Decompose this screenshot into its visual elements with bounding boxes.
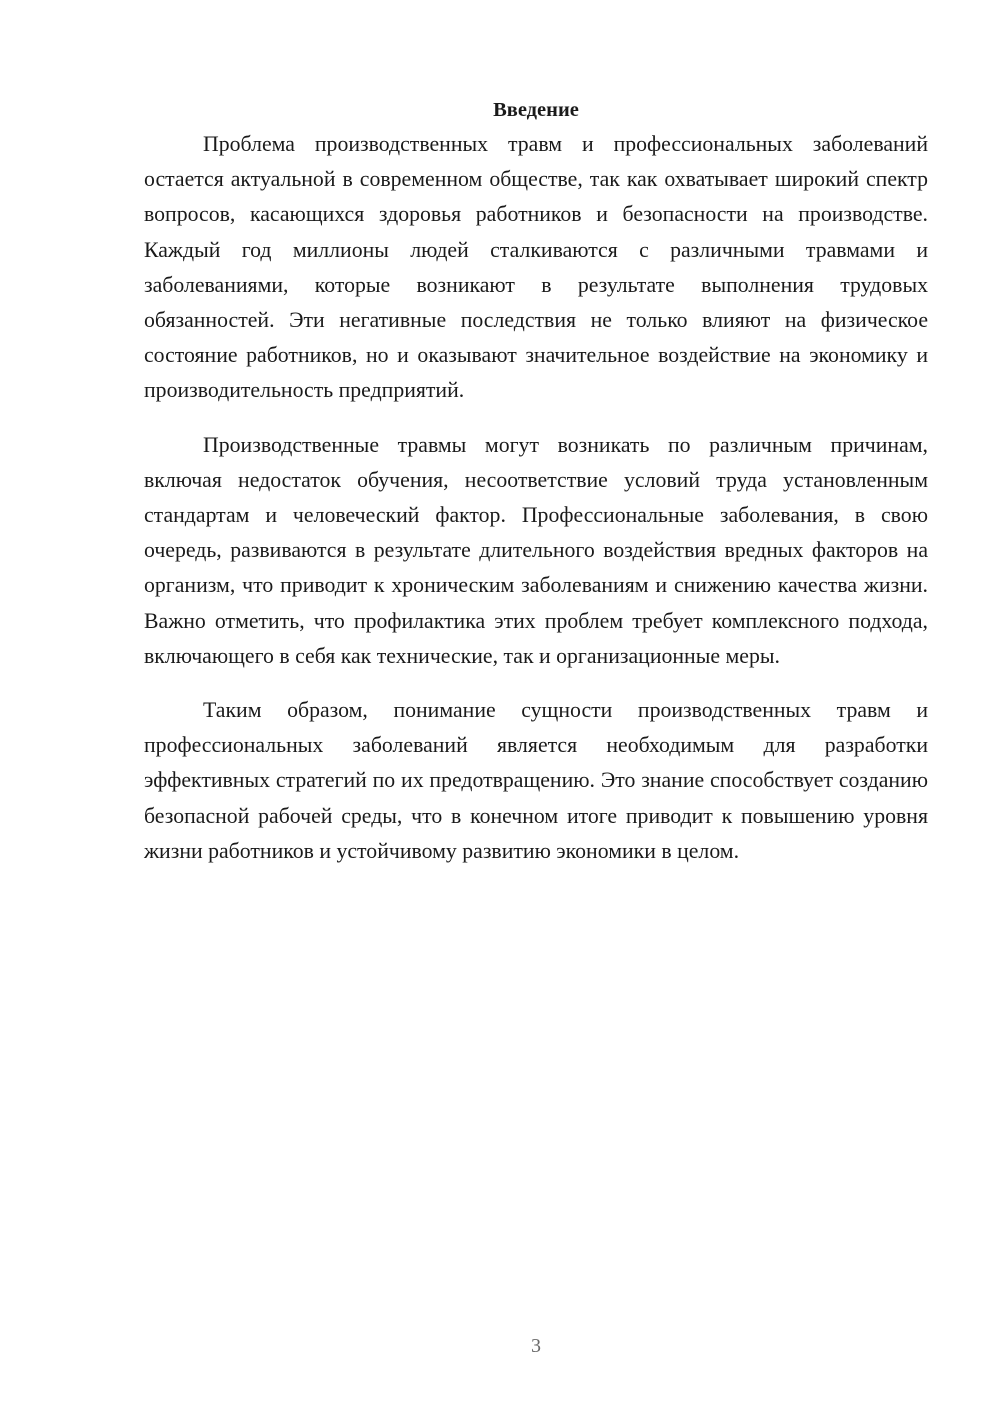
paragraph-1: Проблема производственных травм и профессиональных заболеваний остается актуальной в современном обществе, так как охватывает широкий спектр вопросов, касающихся здоровья работников и безопасности на производстве. Каждый год миллионы людей сталкиваются с различными травмами и заболеваниями, которые возникают в результате выполнения трудовых обязанностей. Эти негативные последствия не только влияют на физическое состояние работников, но и оказывают значительное воздействие на экономику и производительность предприятий. (144, 132, 928, 403)
paragraph-3: Таким образом, понимание сущности производственных травм и профессиональных заболеваний является необходимым для разработки эффективных стратегий по их предотвращению. Это знание способствует созданию безопасной рабочей среды, что в конечном итоге приводит к повышению уровня жизни работников и устойчивому развитию экономики в целом. (144, 698, 928, 863)
section-heading: Введение (493, 99, 579, 121)
paragraph-2: Производственные травмы могут возникать по различным причинам, включая недостаток обучения, несоответствие условий труда установленным стандартам и человеческий фактор. Профессиональные заболевания, в свою очередь, развиваются в результате длительного воздействия вредных факторов на организм, что приводит к хроническим заболеваниям и снижению качества жизни. Важно отметить, что профилактика этих проблем требует комплексного подхода, включающего в себя как технические, так и организационные меры. (144, 432, 928, 668)
page-number: 3 (531, 1335, 541, 1357)
page-content (144, 94, 928, 888)
